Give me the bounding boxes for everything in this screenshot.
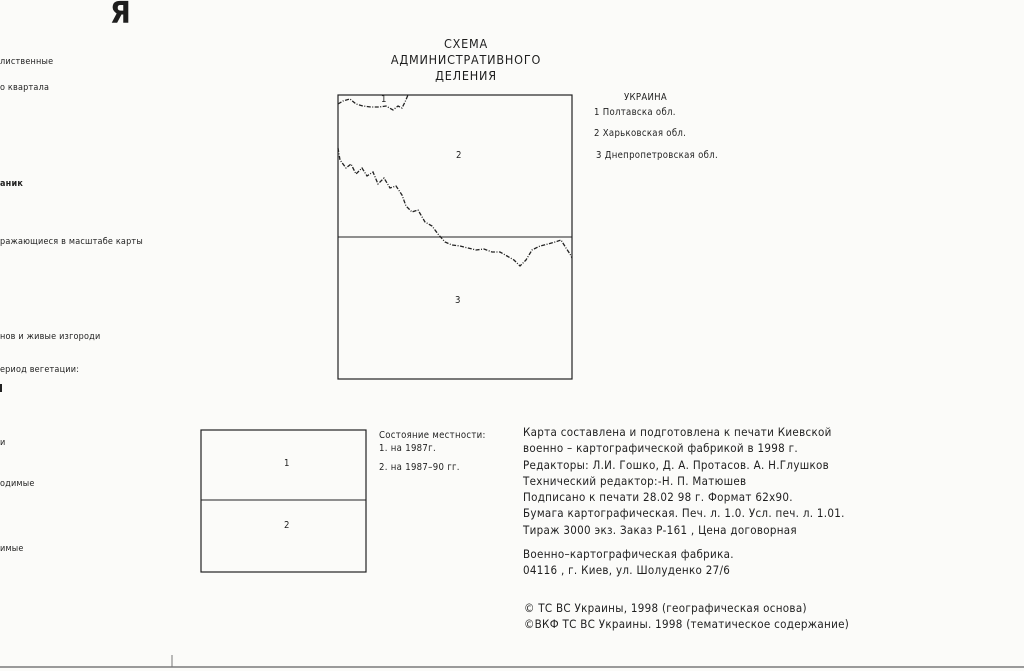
legend-fragment: о квартала [0,83,50,93]
region-number: 1 [381,94,387,105]
copyright-line: ©ВКФ ТС ВС Украины. 1998 (тематическое содержание) [524,617,850,632]
scheme-legend-item: 1 Полтавска обл. [594,107,676,118]
terrain-state-item: 2. на 1987–90 гг. [379,462,460,473]
terrain-state-item: 1. на 1987г. [379,443,436,454]
legend-fragment: аник [0,179,24,189]
imprint-line: Подписано к печати 28.02 98 г. Формат 62x90. [523,490,793,505]
imprint-line: Карта составлена и подготовлена к печати Киевской [523,425,832,439]
scheme-legend-heading: УКРАИНА [624,92,668,103]
terrain-box-number: 2 [284,520,290,531]
oblast-border-1-2 [338,95,408,110]
imprint-line: Бумага картографическая. Печ. л. 1.0. Усл. печ. л. 1.01. [523,506,845,521]
scheme-title [366,36,566,84]
terrain-state-frame [201,430,366,572]
imprint-line: военно – картографической фабрикой в 1998 г. [523,441,798,456]
legend-fragment: ериод вегетации: [0,365,80,375]
copyright-block [524,600,849,633]
legend-fragment: имые [0,544,24,554]
imprint-line: Редакторы: Л.И. Гошко, Д. А. Протасов. А. Н.Глушков [523,457,830,472]
oblast-border-2-3 [338,148,572,266]
region-number: 2 [456,150,462,161]
legend-fragment: одимые [0,479,35,489]
region-number: 3 [455,295,461,306]
legend-fragment: нов и живые изгороди [0,332,101,342]
scheme-legend-item: 3 Днепропетровская обл. [596,150,718,161]
legend-fragment: лиственные [0,57,54,67]
imprint-line: Тираж 3000 экз. Заказ Р-161 , Цена договорная [523,522,797,537]
factory-line: 04116 , г. Киев, ул. Шолуденко 27/6 [523,563,731,578]
legend-fragment: ражающиеся в масштабе карты [0,237,143,247]
section-letter: Я [110,0,131,31]
copyright-line: © ТС ВС Украины, 1998 (географическая основа) [524,601,807,615]
imprint-line: Технический редактор:-Н. П. Матюшев [523,473,747,488]
legend-fragment: и [0,438,6,448]
scheme-legend-item: 2 Харьковская обл. [594,128,687,139]
factory-line: Военно–картографическая фабрика. [523,547,734,561]
factory-address [523,546,734,579]
imprint-block [523,424,845,538]
terrain-state-legend [379,429,486,474]
scheme-title-line: СХЕМА [443,36,489,51]
terrain-state-heading: Состояние местности: [379,430,486,441]
scheme-title-line: АДМИНИСТРАТИВНОГО [390,52,542,67]
scheme-title-line: ДЕЛЕНИЯ [435,68,497,83]
terrain-box-number: 1 [284,458,290,469]
